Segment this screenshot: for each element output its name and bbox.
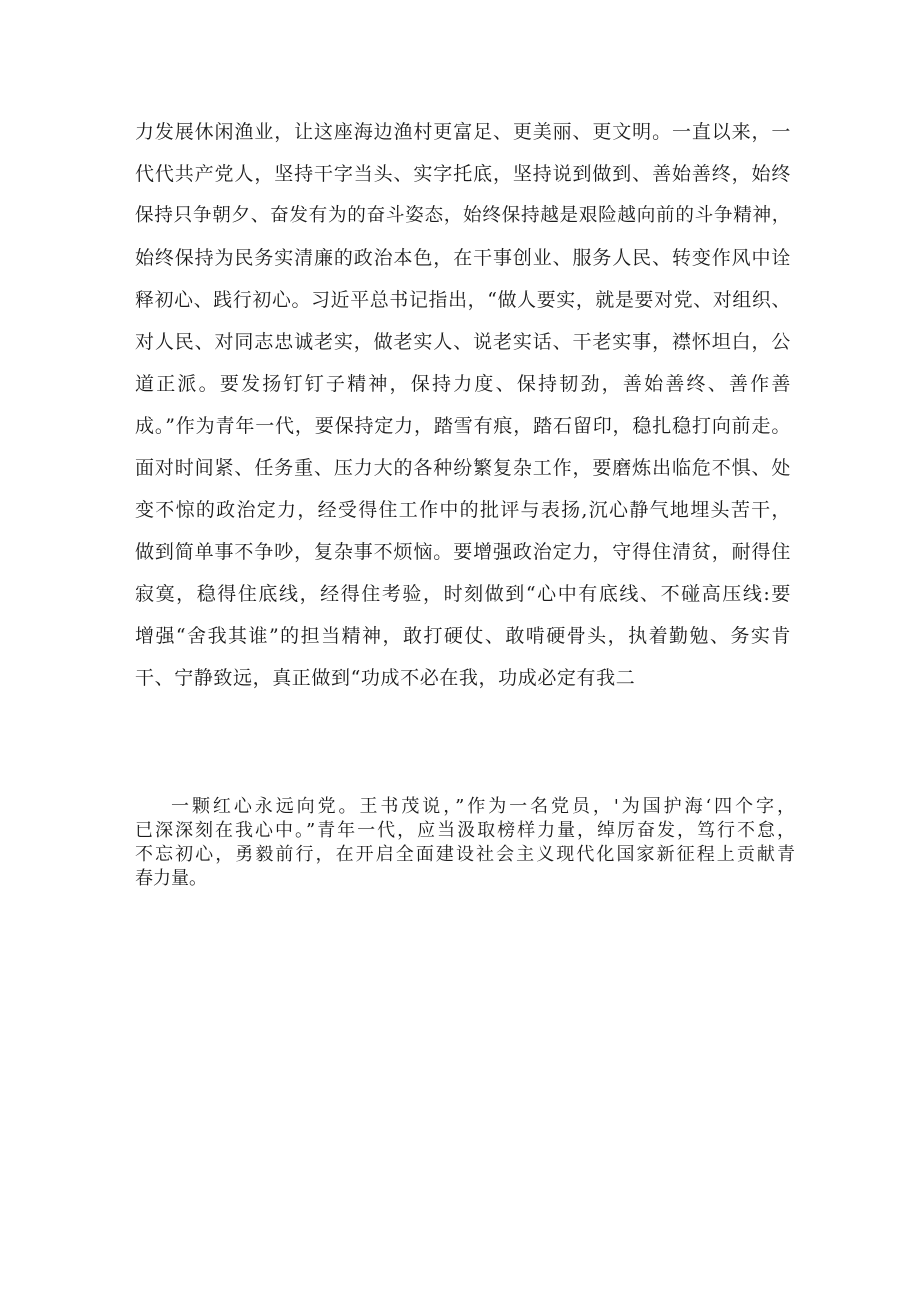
paragraph-line: 春力量。 bbox=[135, 868, 207, 889]
body-paragraph-1 bbox=[135, 111, 791, 699]
paragraph-line: 保持只争朝夕、奋发有为的奋斗姿态，始终保持越是艰险越向前的斗争精神， bbox=[135, 205, 791, 226]
paragraph-line: 寂寞，稳得住底线，经得住考验，时刻做到“心中有底线、不碰高压线:要 bbox=[135, 583, 791, 605]
paragraph-line: 面对时间紧、任务重、压力大的各种纷繁复杂工作，要磨炼出临危不惧、处 bbox=[135, 457, 791, 479]
paragraph-line: 一颗红心永远向党。王书茂说，”作为一名党员，'为国护海‘四个字， bbox=[171, 796, 795, 817]
paragraph-line: 增强“舍我其谁”的担当精神，敢打硬仗、敢啃硬骨头，执着勤勉、务实肯 bbox=[135, 625, 791, 647]
paragraph-line: 干、宁静致远，真正做到“功成不必在我，功成必定有我二 bbox=[135, 667, 636, 689]
paragraph-line: 代代共产党人，坚持干字当头、实字托底，坚持说到做到、善始善终，始终 bbox=[135, 163, 791, 185]
paragraph-line: 不忘初心，勇毅前行，在开启全面建设社会主义现代化国家新征程上贡献青 bbox=[135, 844, 795, 865]
paragraph-line: 做到简单事不争吵，复杂事不烦恼。要增强政治定力，守得住清贫，耐得住 bbox=[135, 541, 791, 563]
paragraph-line: 变不惊的政治定力，经受得住工作中的批评与表扬,沉心静气地埋头苦干， bbox=[135, 499, 791, 521]
paragraph-line: 力发展休闲渔业，让这座海边渔村更富足、更美丽、更文明。一直以来，一 bbox=[135, 121, 791, 143]
paragraph-line: 对人民、对同志忠诚老实，做老实人、说老实话、干老实事，襟怀坦白，公 bbox=[135, 331, 791, 353]
paragraph-line: 成。”作为青年一代，要保持定力，踏雪有痕，踏石留印，稳扎稳打向前走。 bbox=[135, 415, 791, 437]
body-paragraph-2 bbox=[135, 795, 795, 891]
paragraph-line: 始终保持为民务实清廉的政治本色，在干事创业、服务人民、转变作风中诠 bbox=[135, 247, 791, 269]
paragraph-line: 释初心、践行初心。习近平总书记指出，“做人要实，就是要对党、对组织、 bbox=[135, 289, 791, 311]
paragraph-line: 已深深刻在我心中。”青年一代，应当汲取榜样力量，绰厉奋发，笃行不怠， bbox=[135, 820, 795, 841]
paragraph-line: 道正派。要发扬钉钉子精神，保持力度、保持韧劲，善始善终、善作善 bbox=[135, 373, 791, 395]
